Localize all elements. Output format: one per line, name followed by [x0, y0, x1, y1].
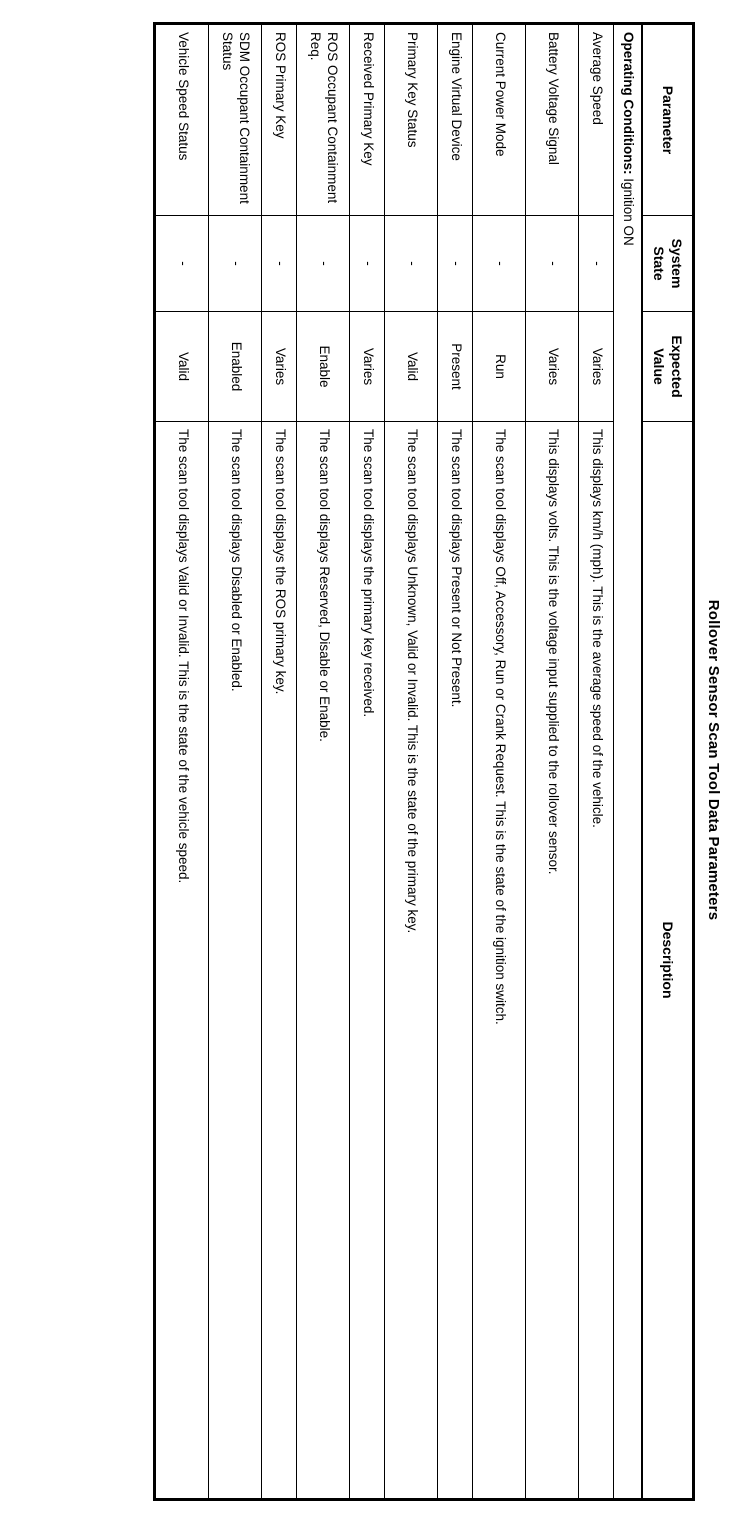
cell-parameter: Received Primary Key	[350, 24, 385, 216]
table-header-row	[642, 24, 694, 1500]
table-row	[297, 24, 350, 1500]
cell-system-state: -	[385, 216, 438, 312]
cell-description: The scan tool displays Disabled or Enabled.	[209, 422, 262, 1500]
cell-expected-value: Present	[438, 312, 473, 422]
table-row	[526, 24, 579, 1500]
cell-expected-value: Valid	[155, 312, 209, 422]
cell-expected-value: Varies	[262, 312, 297, 422]
cell-system-state: -	[262, 216, 297, 312]
cell-parameter: Battery Voltage Signal	[526, 24, 579, 216]
cell-parameter: Primary Key Status	[385, 24, 438, 216]
system-state-line-2: State	[651, 246, 668, 281]
cell-parameter: Engine Virtual Device	[438, 24, 473, 216]
cell-system-state: -	[350, 216, 385, 312]
expected-value-line-1: Expected	[669, 335, 685, 398]
table-row	[438, 24, 473, 1500]
cell-system-state: -	[526, 216, 579, 312]
operating-conditions-row	[614, 24, 642, 1500]
cell-expected-value: Run	[473, 312, 526, 422]
operating-conditions-cell	[614, 24, 642, 1500]
cell-system-state: -	[155, 216, 209, 312]
cell-expected-value: Enable	[297, 312, 350, 422]
operating-conditions-separator: :	[621, 170, 636, 175]
column-header-description: Description	[642, 422, 694, 1500]
cell-description: The scan tool displays Off, Accessory, Run or Crank Request. This is the state of the ignition switch.	[473, 422, 526, 1500]
operating-conditions-value: Ignition ON	[621, 178, 636, 246]
column-header-parameter: Parameter	[642, 24, 694, 216]
cell-expected-value: Enabled	[209, 312, 262, 422]
cell-description: This displays volts. This is the voltage input supplied to the rollover sensor.	[526, 422, 579, 1500]
table-row	[385, 24, 438, 1500]
page-title: Rollover Sensor Scan Tool Data Parameters	[705, 599, 722, 921]
expected-value-line-2: Value	[651, 348, 668, 385]
scan-tool-data-parameters-table	[153, 22, 695, 1501]
cell-description: The scan tool displays Reserved, Disable or Enable.	[297, 422, 350, 1500]
cell-parameter: ROS Occupant Containment Req.	[297, 24, 350, 216]
table-row	[473, 24, 526, 1500]
cell-expected-value: Varies	[350, 312, 385, 422]
cell-parameter: Current Power Mode	[473, 24, 526, 216]
cell-description: The scan tool displays Present or Not Present.	[438, 422, 473, 1500]
table-row	[579, 24, 614, 1500]
cell-description: The scan tool displays Unknown, Valid or Invalid. This is the state of the primary key.	[385, 422, 438, 1500]
cell-parameter: Average Speed	[579, 24, 614, 216]
cell-parameter: ROS Primary Key	[262, 24, 297, 216]
column-header-system-state	[642, 216, 694, 312]
cell-system-state: -	[473, 216, 526, 312]
cell-description: The scan tool displays the primary key received.	[350, 422, 385, 1500]
cell-description: The scan tool displays the ROS primary key.	[262, 422, 297, 1500]
table-row	[209, 24, 262, 1500]
table-row	[155, 24, 209, 1500]
cell-parameter: Vehicle Speed Status	[155, 24, 209, 216]
table-container	[153, 22, 695, 1498]
cell-description: This displays km/h (mph). This is the average speed of the vehicle.	[579, 422, 614, 1500]
column-header-expected-value	[642, 312, 694, 422]
cell-system-state: -	[209, 216, 262, 312]
table-row	[262, 24, 297, 1500]
cell-system-state: -	[579, 216, 614, 312]
cell-system-state: -	[438, 216, 473, 312]
cell-parameter: SDM Occupant Containment Status	[209, 24, 262, 216]
cell-system-state: -	[297, 216, 350, 312]
cell-description: The scan tool displays Valid or Invalid. This is the state of the vehicle speed.	[155, 422, 209, 1500]
cell-expected-value: Varies	[526, 312, 579, 422]
table-row	[350, 24, 385, 1500]
cell-expected-value: Varies	[579, 312, 614, 422]
table-body	[155, 24, 642, 1500]
system-state-line-1: System	[669, 238, 685, 289]
table-header	[642, 24, 694, 1500]
cell-expected-value: Valid	[385, 312, 438, 422]
operating-conditions-label: Operating Conditions	[621, 32, 636, 170]
